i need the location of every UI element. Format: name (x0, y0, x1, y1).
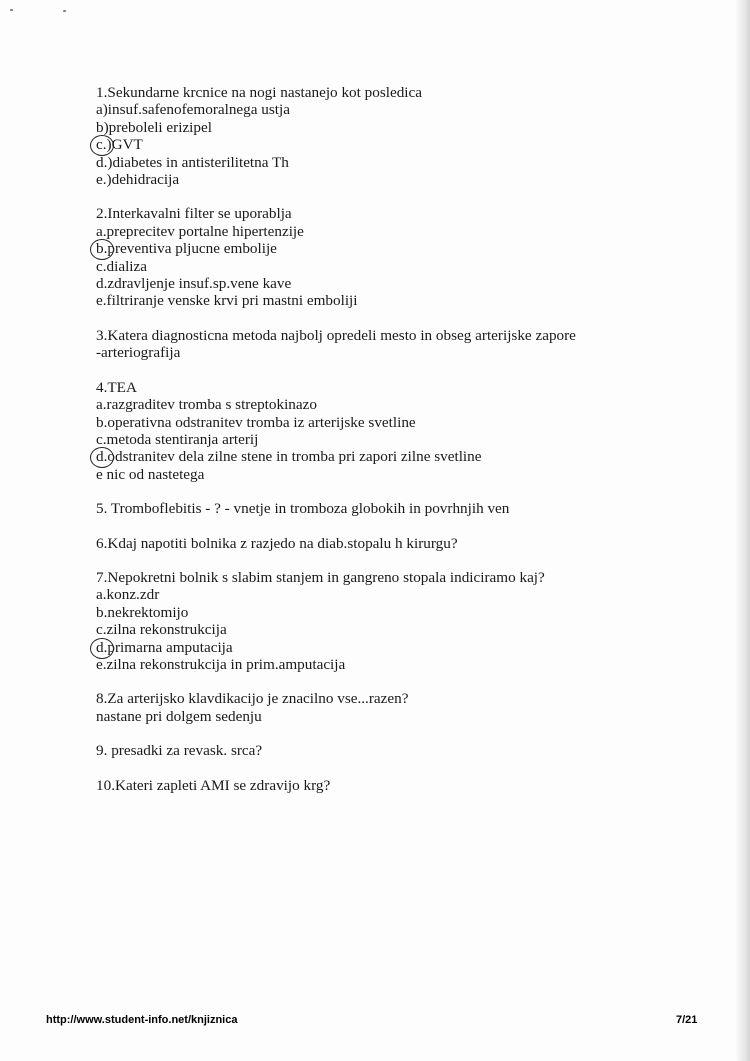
answer-option: b.nekrektomijo (96, 603, 189, 621)
question-stem: 6.Kdaj napotiti bolnika z razjedo na diab.stopalu h kirurgu? (96, 534, 458, 552)
answer-option: c.metoda stentiranja arterij (96, 430, 259, 448)
question-block (96, 777, 696, 794)
answer-option: a)insuf.safenofemoralnega ustja (96, 101, 290, 119)
answer-option-circled: b.preventiva pljucne embolije (96, 240, 696, 257)
question-block (96, 535, 696, 552)
page-footer (0, 1014, 750, 1034)
answer-option: e.zilna rekonstrukcija in prim.amputacija (96, 655, 346, 673)
question-block (96, 205, 696, 309)
question-stem: 10.Kateri zapleti AMI se zdravijo krg? (96, 776, 331, 794)
answer-option-circled: d.primarna amputacija (96, 639, 696, 656)
question-stem: 8.Za arterijsko klavdikacijo je znacilno vse...razen? (96, 690, 409, 708)
answer-option: e.)dehidracija (96, 171, 180, 189)
question-block (96, 379, 696, 483)
answer-option: b.operativna odstranitev tromba iz arterijske svetline (96, 413, 416, 431)
answer-option: a.razgraditev tromba s streptokinazo (96, 396, 317, 414)
page-edge-shadow (734, 0, 750, 1061)
question-stem: 1.Sekundarne krcnice na nogi nastanejo kot posledica (96, 84, 423, 101)
answer-option-circled: c.)GVT (96, 136, 696, 153)
question-stem: 3.Katera diagnosticna metoda najbolj opredeli mesto in obseg arterijske zapore (96, 326, 576, 344)
scan-speck (10, 9, 13, 11)
question-stem: 9. presadki za revask. srca? (96, 742, 263, 760)
question-stem: 5. Tromboflebitis - ? - vnetje in tromboza globokih in povrhnjih ven (96, 500, 510, 518)
question-list (96, 84, 696, 811)
question-stem: 2.Interkavalni filter se uporablja (96, 205, 292, 223)
answer-option: e.filtriranje venske krvi pri mastni emboliji (96, 292, 358, 310)
answer-option: nastane pri dolgem sedenju (96, 707, 262, 725)
answer-option: a.preprecitev portalne hipertenzije (96, 222, 304, 240)
question-stem: 4.TEA (96, 378, 137, 396)
question-block (96, 84, 696, 188)
scan-speck (63, 10, 66, 12)
answer-option: c.dializa (96, 257, 148, 275)
answer-option: d.)diabetes in antisterilitetna Th (96, 153, 289, 171)
answer-option: a.konz.zdr (96, 586, 160, 604)
answer-option: e nic od nastetega (96, 465, 205, 483)
question-block (96, 569, 696, 673)
question-block (96, 327, 696, 362)
answer-option: -arteriografija (96, 344, 181, 362)
footer-url[interactable]: http://www.student-info.net/knjiznica (46, 1014, 238, 1026)
question-block (96, 690, 696, 725)
question-stem: 7.Nepokretni bolnik s slabim stanjem in gangreno stopala indiciramo kaj? (96, 568, 545, 586)
answer-option: b)preboleli erizipel (96, 118, 212, 136)
answer-option: c.zilna rekonstrukcija (96, 621, 227, 639)
question-block (96, 742, 696, 759)
answer-option-circled: d.odstranitev dela zilne stene in tromba pri zapori zilne svetline (96, 448, 696, 465)
page-number: 7/21 (676, 1014, 698, 1026)
question-block (96, 500, 696, 517)
answer-option: d.zdravljenje insuf.sp.vene kave (96, 275, 292, 293)
